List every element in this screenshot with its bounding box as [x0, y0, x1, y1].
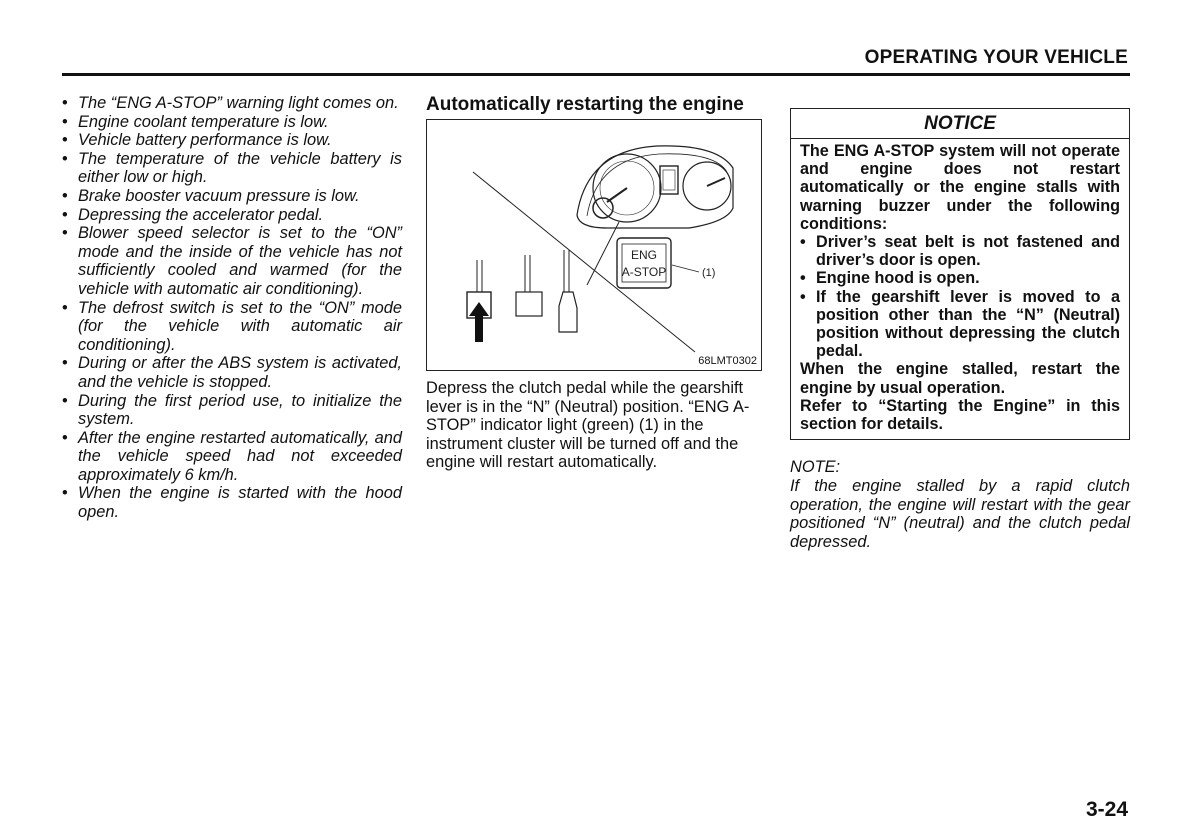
- notice-title: NOTICE: [791, 109, 1129, 139]
- list-item: • The “ENG A-STOP” warning light comes on.: [62, 94, 402, 113]
- left-column: [62, 94, 402, 522]
- notice-body: [791, 139, 1129, 439]
- page-number: 3-24: [1085, 798, 1128, 821]
- list-item: • During or after the ABS system is activated, and the vehicle is stopped.: [62, 354, 402, 391]
- indicator-label-line2: A-STOP: [621, 265, 667, 279]
- list-item: • The defrost switch is set to the “ON” mode (for the vehicle with automatic air conditioning).: [62, 299, 402, 355]
- illustration-figure: [426, 119, 762, 371]
- notice-intro: The ENG A-STOP system will not operate and engine does not restart automatically or the engine stalls with warning buzzer under the following conditions:: [800, 142, 1120, 233]
- notice-outro-1: When the engine stalled, restart the engine by usual operation.: [800, 360, 1120, 397]
- notice-list: [800, 233, 1120, 360]
- figure-code: 68LMT0302: [698, 355, 757, 367]
- callout-label: (1): [702, 267, 716, 279]
- right-column: [790, 94, 1130, 552]
- list-item: • Depressing the accelerator pedal.: [62, 206, 402, 225]
- section-heading: Automatically restarting the engine: [426, 94, 744, 115]
- list-item: • Vehicle battery performance is low.: [62, 131, 402, 150]
- list-item: • Engine coolant temperature is low.: [62, 113, 402, 132]
- list-item: • When the engine is started with the hood open.: [62, 484, 402, 521]
- list-item: • Driver’s seat belt is not fastened and driver’s door is open.: [800, 233, 1120, 269]
- header-rule: [62, 73, 1130, 76]
- list-item: • The temperature of the vehicle battery is either low or high.: [62, 150, 402, 187]
- note-label: NOTE:: [790, 458, 841, 477]
- list-item: • During the first period use, to initialize the system.: [62, 392, 402, 429]
- instrument-cluster-illustration: [427, 120, 763, 372]
- note-text: If the engine stalled by a rapid clutch operation, the engine will restart with the gear positioned “N” (neutral) and the clutch pedal depressed.: [790, 477, 1130, 552]
- list-item: • Engine hood is open.: [800, 269, 1120, 287]
- notice-box: [790, 108, 1130, 440]
- notice-outro-2: Refer to “Starting the Engine” in this section for details.: [800, 396, 1120, 434]
- condition-list: [62, 94, 402, 522]
- restart-paragraph: Depress the clutch pedal while the gearshift lever is in the “N” (Neutral) position. “ENG A-STOP” indicator light (green) (1) in the instrument cluster will be turned off and the engine will restart automatically.: [426, 379, 750, 472]
- list-item: • Blower speed selector is set to the “ON” mode and the inside of the vehicle has not sufficiently cooled and warmed (for the vehicle with automatic air conditioning).: [62, 224, 402, 298]
- list-item: • If the gearshift lever is moved to a position other than the “N” (Neutral) position without depressing the clutch pedal.: [800, 288, 1120, 361]
- page-header-title: OPERATING YOUR VEHICLE: [864, 47, 1128, 68]
- list-item: • Brake booster vacuum pressure is low.: [62, 187, 402, 206]
- indicator-label-line1: ENG: [630, 248, 658, 262]
- middle-column: [426, 94, 764, 472]
- list-item: • After the engine restarted automatically, and the vehicle speed had not exceeded approximately 6 km/h.: [62, 429, 402, 485]
